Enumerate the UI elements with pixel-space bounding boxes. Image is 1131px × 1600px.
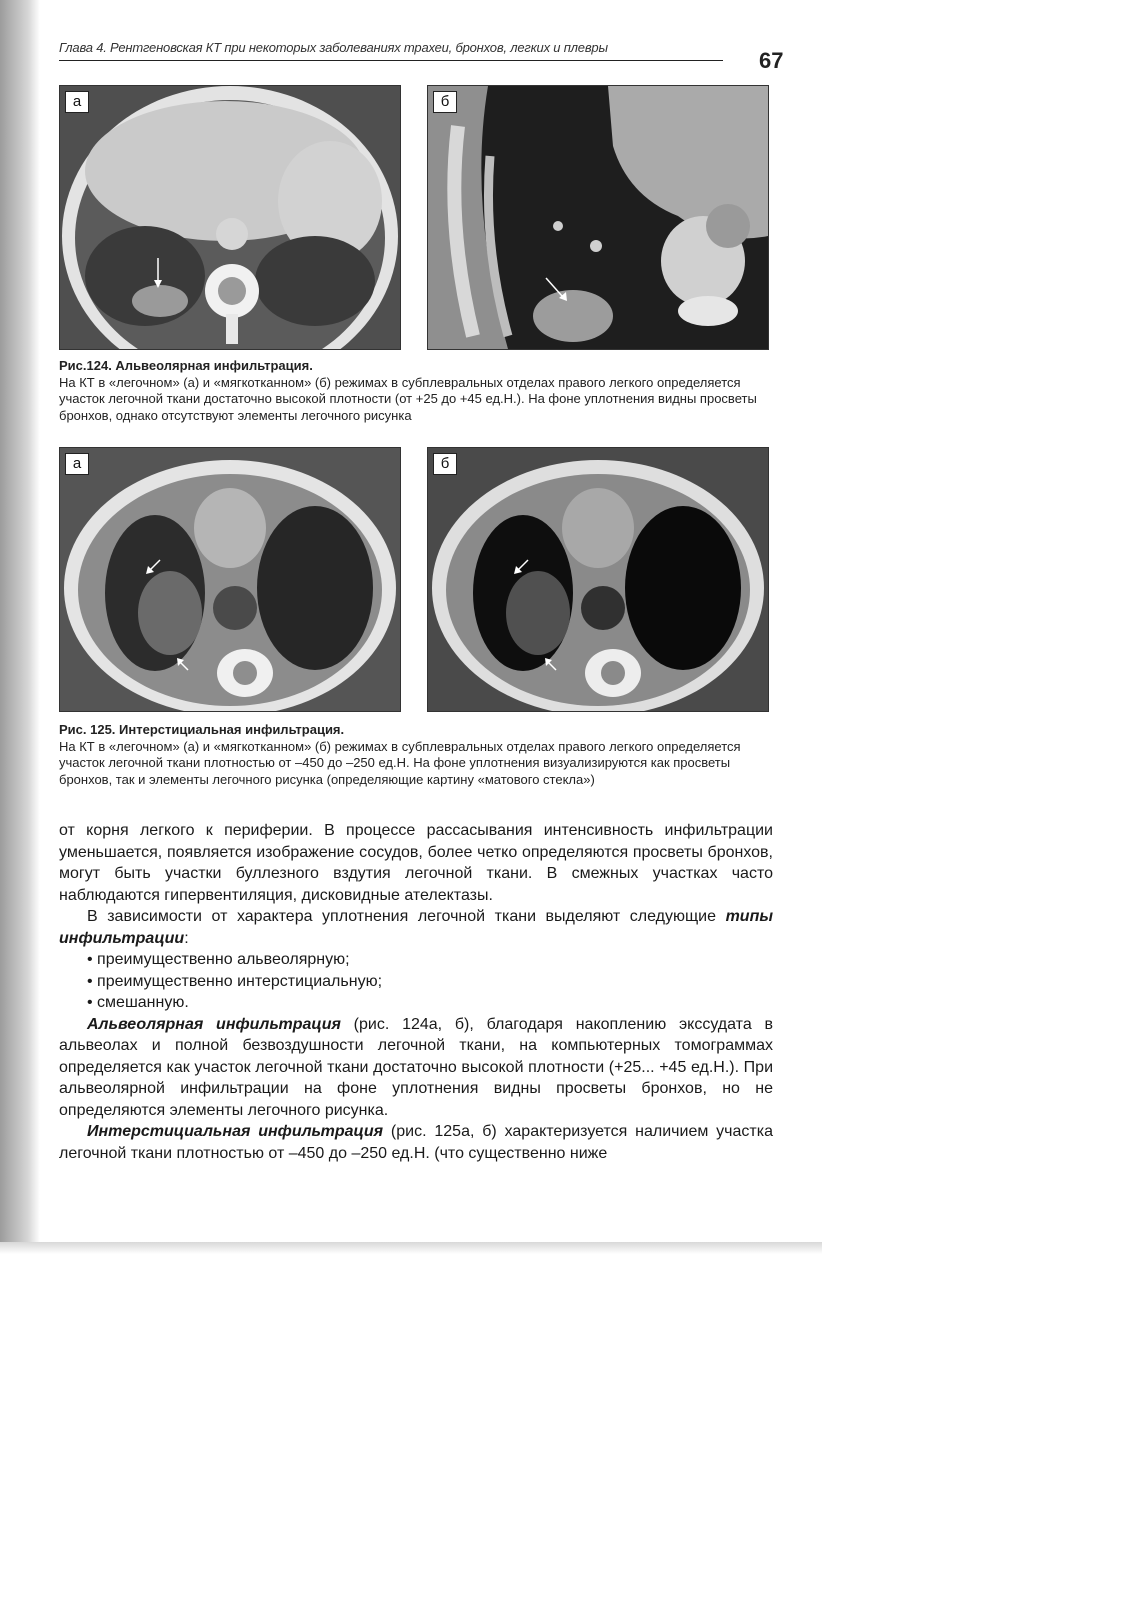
ct-image-125a <box>59 447 401 712</box>
figure-124-caption <box>59 358 779 424</box>
paragraph-2 <box>59 906 773 949</box>
paragraph-3 <box>59 1014 773 1122</box>
header-rule <box>59 60 723 61</box>
figure-125-caption <box>59 722 779 788</box>
body-text <box>59 820 773 1164</box>
interstitial-infiltration-term: Интерстициальная инфильтрация <box>87 1123 384 1140</box>
panel-label-b: б <box>433 453 457 475</box>
paragraph-2-start: В зависимости от характера уплотнения легочной ткани выделяют следующие <box>87 908 726 925</box>
figure-124-title: Рис.124. Альвеолярная инфильтрация. <box>59 358 313 373</box>
panel-label-b: б <box>433 91 457 113</box>
ct-image-124a <box>59 85 401 350</box>
figure-124-text: На КТ в «легочном» (а) и «мягкотканном» (б) режимах в субплевральных отделах правого легкого определяется участок легочной ткани достаточно высокой плотности (от +25 до +45 ед.Н.). На фоне уплотнения видны просветы бронхов, однако отсутствуют элементы легочного рисунка <box>59 374 757 423</box>
page-bottom-edge <box>0 1242 822 1254</box>
infiltration-types-term: типы инфильтрации <box>59 908 773 947</box>
paragraph-2-end: : <box>184 929 189 947</box>
page-number: 67 <box>759 48 784 73</box>
panel-label-a: а <box>65 453 89 475</box>
book-spine-shadow <box>0 0 40 1250</box>
panel-label-a: а <box>65 91 89 113</box>
figure-125-title: Рис. 125. Интерстициальная инфильтрация. <box>59 722 345 737</box>
list-item: • смешанную. <box>87 992 773 1014</box>
paragraph-3-text: (рис. 124а, б), благодаря накоплению экссудата в альвеолах и полной безвоздушности легочной ткани, на компьютерных томограммах определяется как участок легочной ткани достаточно высокой плотности (+25... +45 ед.Н.). При альвеолярной инфильтрации на фоне уплотнения видны просветы бронхов, но не определяются элементы легочного рисунка. <box>59 1015 773 1119</box>
ct-image-125b <box>427 447 769 712</box>
running-head: Глава 4. Рентгеновская КТ при некоторых заболеваниях трахеи, бронхов, легких и плевры <box>59 40 608 55</box>
paragraph-1: от корня легкого к периферии. В процессе рассасывания интенсивность инфильтрации уменьшается, появляется изображение сосудов, более четко определяются просветы бронхов, могут быть участки буллезного вздутия легочной ткани. В смежных участках часто наблюдаются гипервентиляция, дисковидные ателектазы. <box>59 822 773 904</box>
ct-image-124b <box>427 85 769 350</box>
list-item: • преимущественно интерстициальную; <box>87 971 773 993</box>
figure-124 <box>59 85 779 350</box>
figure-125 <box>59 447 779 712</box>
figure-125-text: На КТ в «легочном» (а) и «мягкотканном» (б) режимах в субплевральных отделах правого легкого определяется участок легочной ткани плотностью от –450 до –250 ед.Н. На фоне уплотнения визуализируются как просветы бронхов, так и элементы легочного рисунка (определяющие картину «матового стекла») <box>59 738 741 787</box>
alveolar-infiltration-term: Альвеолярная инфильтрация <box>87 1015 341 1033</box>
list-item: • преимущественно альвеолярную; <box>87 949 773 971</box>
paragraph-4 <box>59 1121 773 1164</box>
paragraph-4-text: (рис. 125а, б) характеризуется наличием участка легочной ткани плотностью от –450 до –250 ед.Н. (что существенно ниже <box>59 1123 773 1162</box>
infiltration-types-list <box>59 949 773 1014</box>
